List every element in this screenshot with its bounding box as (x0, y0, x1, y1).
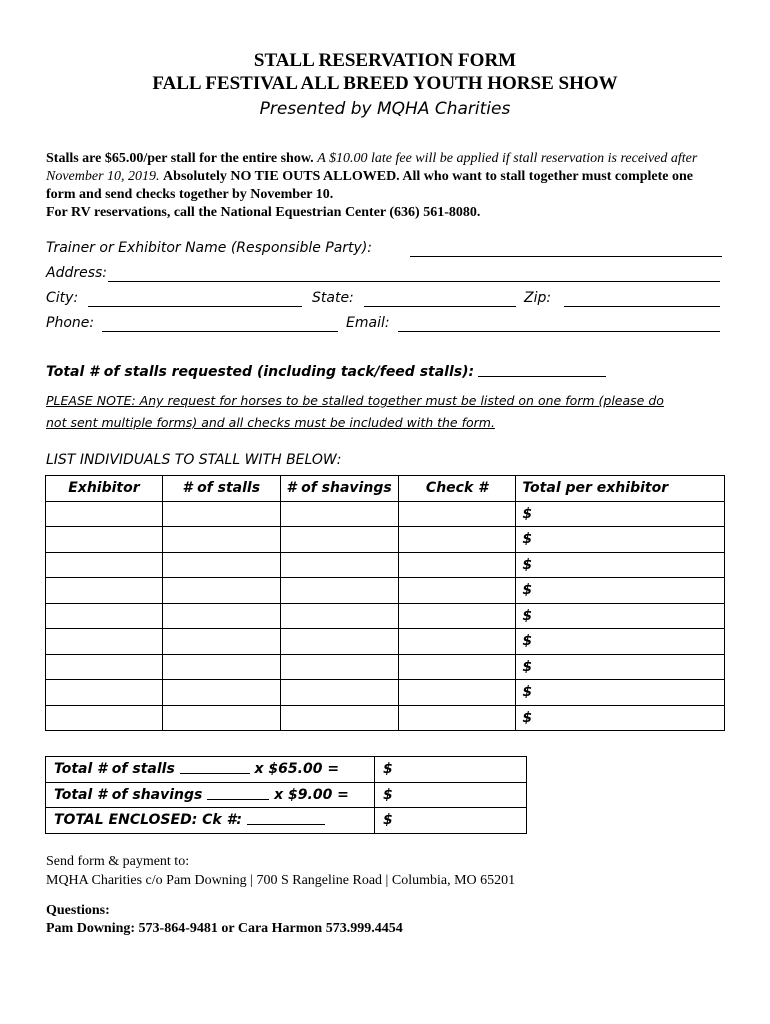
mailing-address: MQHA Charities c/o Pam Downing | 700 S Rangeline Road | Columbia, MO 65201 (46, 873, 516, 888)
form-title: STALL RESERVATION FORM (253, 50, 517, 71)
address-label: Address: (46, 265, 108, 281)
city-input[interactable] (88, 306, 302, 307)
table-row (46, 808, 527, 834)
check-cell[interactable] (398, 501, 516, 527)
zip-label: Zip: (524, 290, 552, 306)
total-stalls-cell (46, 757, 375, 783)
check-cell[interactable] (398, 654, 516, 680)
total-stalls-input[interactable] (180, 772, 250, 774)
col-total: Total per exhibitor (516, 476, 725, 502)
send-label: Send form & payment to: (46, 854, 190, 869)
stalls-requested-field (46, 364, 606, 380)
stalls-requested-label: Total # of stalls requested (including tack/feed stalls): (46, 364, 475, 380)
intro-text (46, 150, 726, 222)
trainer-field (46, 238, 722, 262)
exhibitor-cell[interactable] (46, 603, 163, 629)
email-input[interactable] (398, 331, 720, 332)
stalls-cell[interactable] (162, 680, 280, 706)
table-row (46, 680, 725, 706)
address-field (46, 263, 722, 287)
check-cell[interactable] (398, 527, 516, 553)
table-row (46, 578, 725, 604)
email-label: Email: (346, 315, 390, 331)
shavings-cell[interactable] (280, 654, 398, 680)
table-row (46, 654, 725, 680)
total-enclosed-label: TOTAL ENCLOSED: Ck #: (54, 812, 242, 829)
total-per-exhibitor-cell[interactable]: $ (516, 603, 725, 629)
send-to (46, 852, 515, 890)
note-line-1: PLEASE NOTE: Any request for horses to be stalled together must be listed on one form (please do (46, 393, 664, 408)
stalls-cell[interactable] (162, 578, 280, 604)
total-shavings-input[interactable] (207, 798, 269, 800)
exhibitor-cell[interactable] (46, 527, 163, 553)
exhibitor-cell[interactable] (46, 552, 163, 578)
address-input[interactable] (108, 281, 720, 282)
exhibitor-cell[interactable] (46, 501, 163, 527)
late-fee-statement: A $10.00 late fee will be applied if stall reservation is received after November 10, 2019. (46, 151, 698, 184)
phone-email-field (46, 313, 722, 337)
total-per-exhibitor-cell[interactable]: $ (516, 705, 725, 731)
state-input[interactable] (364, 306, 516, 307)
shavings-cell[interactable] (280, 527, 398, 553)
total-per-exhibitor-cell[interactable]: $ (516, 552, 725, 578)
shavings-cell[interactable] (280, 552, 398, 578)
stalls-cell[interactable] (162, 654, 280, 680)
check-cell[interactable] (398, 680, 516, 706)
trainer-input[interactable] (410, 256, 722, 257)
individuals-table (45, 475, 725, 731)
show-title: FALL FESTIVAL ALL BREED YOUTH HORSE SHOW (152, 73, 618, 94)
price-statement: Stalls are $65.00/per stall for the entire show. (46, 151, 314, 166)
state-label: State: (312, 290, 354, 306)
shavings-cell[interactable] (280, 603, 398, 629)
note-line-2: not sent multiple forms) and all checks must be included with the form. (46, 415, 495, 430)
shavings-price: x $9.00 = (274, 786, 349, 803)
stalls-cell[interactable] (162, 603, 280, 629)
please-note (46, 390, 724, 434)
col-check: Check # (398, 476, 516, 502)
table-row (46, 782, 527, 808)
exhibitor-cell[interactable] (46, 578, 163, 604)
table-row (46, 527, 725, 553)
table-row (46, 603, 725, 629)
total-stalls-label: Total # of stalls (54, 761, 175, 778)
zip-input[interactable] (564, 306, 720, 307)
total-per-exhibitor-cell[interactable]: $ (516, 629, 725, 655)
check-number-input[interactable] (247, 823, 325, 825)
phone-label: Phone: (46, 315, 95, 331)
presented-by: Presented by MQHA Charities (259, 99, 511, 119)
table-row (46, 705, 725, 731)
col-shavings: # of shavings (280, 476, 398, 502)
exhibitor-cell[interactable] (46, 654, 163, 680)
shavings-cell[interactable] (280, 501, 398, 527)
total-enclosed-cell (46, 808, 375, 834)
check-cell[interactable] (398, 705, 516, 731)
phone-input[interactable] (102, 331, 338, 332)
stalls-cell[interactable] (162, 527, 280, 553)
stalls-requested-input[interactable] (478, 375, 606, 377)
city-label: City: (46, 290, 79, 306)
check-cell[interactable] (398, 552, 516, 578)
totals-table (45, 756, 527, 834)
total-enclosed-amount[interactable]: $ (375, 808, 527, 834)
table-row (46, 501, 725, 527)
check-cell[interactable] (398, 578, 516, 604)
shavings-cell[interactable] (280, 629, 398, 655)
total-shavings-amount[interactable]: $ (375, 782, 527, 808)
city-state-zip-field (46, 288, 722, 312)
table-header-row (46, 476, 725, 502)
exhibitor-cell[interactable] (46, 629, 163, 655)
stalls-price: x $65.00 = (254, 761, 340, 778)
questions-label: Questions: (46, 903, 110, 918)
exhibitor-cell[interactable] (46, 680, 163, 706)
list-heading: LIST INDIVIDUALS TO STALL WITH BELOW: (46, 452, 342, 468)
shavings-cell[interactable] (280, 578, 398, 604)
shavings-cell[interactable] (280, 705, 398, 731)
table-row (46, 552, 725, 578)
tie-out-statement: Absolutely NO TIE OUTS ALLOWED. All who want to stall together must complete one form and send checks together by November 10. (46, 169, 694, 202)
col-exhibitor: Exhibitor (46, 476, 163, 502)
total-shavings-cell (46, 782, 375, 808)
shavings-cell[interactable] (280, 680, 398, 706)
total-per-exhibitor-cell[interactable]: $ (516, 680, 725, 706)
table-row (46, 757, 527, 783)
contact-info: Pam Downing: 573-864-9481 or Cara Harmon 573.999.4454 (46, 921, 403, 936)
check-cell[interactable] (398, 603, 516, 629)
stalls-cell[interactable] (162, 705, 280, 731)
stalls-cell[interactable] (162, 552, 280, 578)
total-per-exhibitor-cell[interactable]: $ (516, 527, 725, 553)
questions (46, 902, 403, 938)
total-shavings-label: Total # of shavings (54, 786, 203, 803)
rv-statement: For RV reservations, call the National Equestrian Center (636) 561-8080. (46, 205, 481, 220)
total-per-exhibitor-cell[interactable]: $ (516, 501, 725, 527)
trainer-label: Trainer or Exhibitor Name (Responsible Party): (46, 240, 373, 256)
total-per-exhibitor-cell[interactable]: $ (516, 654, 725, 680)
table-row (46, 629, 725, 655)
check-cell[interactable] (398, 629, 516, 655)
stalls-cell[interactable] (162, 629, 280, 655)
total-stalls-amount[interactable]: $ (375, 757, 527, 783)
stalls-cell[interactable] (162, 501, 280, 527)
col-stalls: # of stalls (162, 476, 280, 502)
total-per-exhibitor-cell[interactable]: $ (516, 578, 725, 604)
exhibitor-cell[interactable] (46, 705, 163, 731)
